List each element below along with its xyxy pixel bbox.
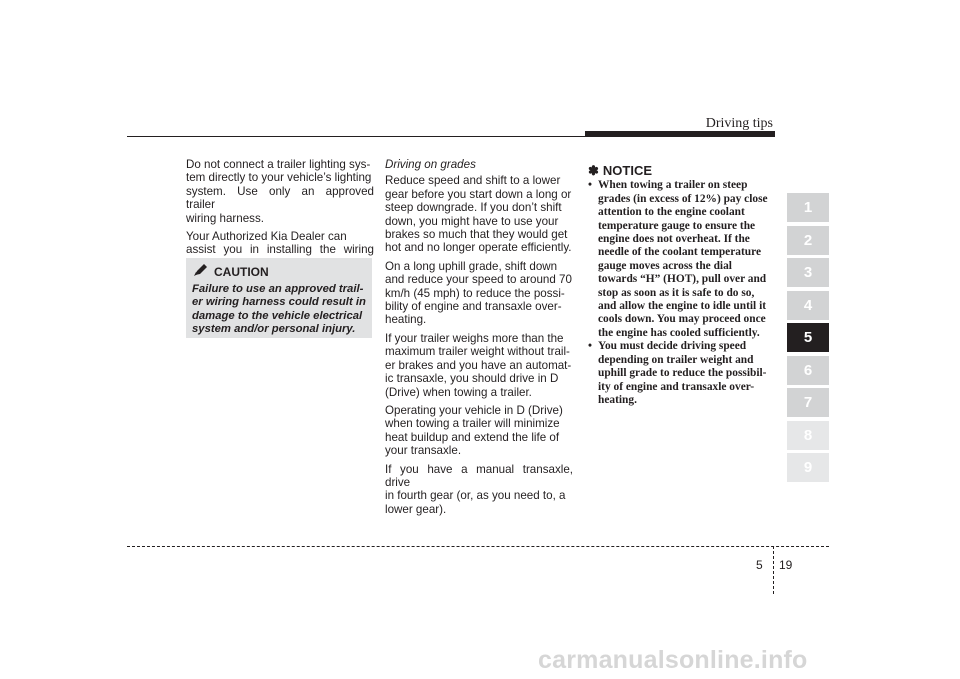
text-line: damage to the vehicle electrical: [192, 309, 363, 322]
chapter-tab-8[interactable]: 8: [787, 421, 829, 450]
text-line: and allow the engine to idle until it: [598, 300, 767, 313]
caution-text: [192, 283, 368, 337]
page-chapter-number: 5: [756, 558, 763, 572]
text-line: Reduce speed and shift to a lower: [385, 174, 561, 188]
text-line: brakes so much that they would get: [385, 228, 568, 242]
chapter-tab-6[interactable]: 6: [787, 356, 829, 385]
text-line: system. Use only an approved trailer: [186, 184, 374, 212]
text-line: down, you might have to use your: [385, 214, 559, 228]
text-line: Your Authorized Kia Dealer can: [186, 230, 347, 244]
chapter-tab-2[interactable]: 2: [787, 226, 829, 255]
text-line: uphill grade to reduce the possibil-: [598, 367, 767, 380]
text-line: hot and no longer operate efficiently.: [385, 241, 572, 255]
text-line: cools down. You may proceed once: [598, 313, 766, 326]
chapter-tab-4[interactable]: 4: [787, 291, 829, 320]
text-line: the engine has cooled sufficiently.: [598, 326, 760, 339]
pencil-icon: [194, 264, 208, 279]
text-line: stop as soon as it is safe to do so,: [598, 286, 755, 299]
text-line: engine does not overheat. If the: [598, 233, 750, 246]
text-line: depending on trailer weight and: [598, 353, 754, 366]
list-item: [588, 340, 774, 407]
page-section-title: Driving tips: [705, 116, 773, 131]
text-line: Do not connect a trailer lighting sys-: [186, 158, 371, 171]
caution-heading: [194, 264, 269, 279]
text-line: lower gear).: [385, 502, 447, 516]
text-line: heating.: [385, 313, 427, 327]
text-line: grades (in excess of 12%) pay close: [598, 192, 768, 205]
text-line: temperature gauge to ensure the: [598, 219, 756, 232]
text-line: Failure to use an approved trail-: [192, 283, 364, 295]
notice-title: NOTICE: [602, 163, 653, 178]
text-line: attention to the engine coolant: [598, 206, 745, 219]
text-line: Operating your vehicle in D (Drive): [385, 403, 563, 417]
text-line: gauge moves across the dial: [598, 259, 732, 272]
text-line: km/h (45 mph) to reduce the possi-: [385, 286, 565, 300]
caution-box: [186, 258, 372, 338]
text-line: steep downgrade. If you don’t shift: [385, 201, 562, 215]
text-line: assist you in installing the wiring: [186, 243, 374, 257]
paragraph-harness: [186, 158, 374, 225]
footer-rule: [127, 546, 829, 547]
notice-list: [588, 179, 774, 407]
text-line: maximum trailer weight without trail-: [385, 345, 570, 359]
header-rule: [127, 136, 775, 137]
text-line: When towing a trailer on steep: [598, 179, 748, 192]
text-line: needle of the coolant temperature: [598, 246, 762, 259]
text-line: heat buildup and extend the life of: [385, 430, 560, 444]
paragraph-downgrade: [385, 174, 573, 254]
notice-heading: [588, 164, 774, 177]
chapter-tab-5[interactable]: 5: [787, 323, 829, 352]
column-2: [385, 158, 573, 521]
text-line: and reduce your speed to around 70: [385, 273, 572, 287]
paragraph-trailer-weight: [385, 332, 573, 399]
subheading-driving-on-grades: Driving on grades: [385, 158, 476, 171]
asterisk-icon: ✽: [588, 163, 599, 178]
watermark: carmanualsonline.info: [538, 646, 808, 674]
footer-divider: [773, 546, 774, 594]
chapter-tab-3[interactable]: 3: [787, 258, 829, 287]
text-line: when towing a trailer will minimize: [385, 417, 560, 431]
text-line: towards “H” (HOT), pull over and: [598, 273, 767, 286]
text-line: (Drive) when towing a trailer.: [385, 385, 532, 399]
text-line: You must decide driving speed: [598, 340, 747, 353]
caution-title: CAUTION: [214, 264, 269, 279]
text-line: your transaxle.: [385, 444, 462, 458]
chapter-tabs: [787, 193, 829, 486]
list-item: [588, 179, 774, 340]
chapter-tab-7[interactable]: 7: [787, 388, 829, 417]
text-line: gear before you start down a long or: [385, 187, 572, 201]
text-line: er brakes and you have an automat-: [385, 358, 572, 372]
paragraph-uphill: [385, 260, 573, 327]
text-line: tem directly to your vehicle’s lighting: [186, 171, 372, 185]
column-3: [588, 158, 774, 407]
text-line: in fourth gear (or, as you need to, a: [385, 489, 566, 503]
chapter-tab-9[interactable]: 9: [787, 453, 829, 482]
text-line: On a long uphill grade, shift down: [385, 259, 558, 273]
text-line: er wiring harness could result in: [192, 296, 366, 309]
chapter-tab-1[interactable]: 1: [787, 193, 829, 222]
paragraph-manual-transaxle: [385, 463, 573, 517]
paragraph-drive-mode: [385, 404, 573, 458]
text-line: If you have a manual transaxle, drive: [385, 462, 573, 489]
text-line: If your trailer weighs more than the: [385, 331, 564, 345]
text-line: wiring harness.: [186, 211, 264, 225]
page-number: 19: [779, 558, 793, 572]
text-line: bility of engine and transaxle over-: [385, 300, 562, 314]
text-line: system and/or personal injury.: [192, 323, 356, 336]
text-line: heating.: [598, 393, 637, 406]
text-line: ic transaxle, you should drive in D: [385, 372, 559, 386]
text-line: ity of engine and transaxle over-: [598, 380, 755, 393]
